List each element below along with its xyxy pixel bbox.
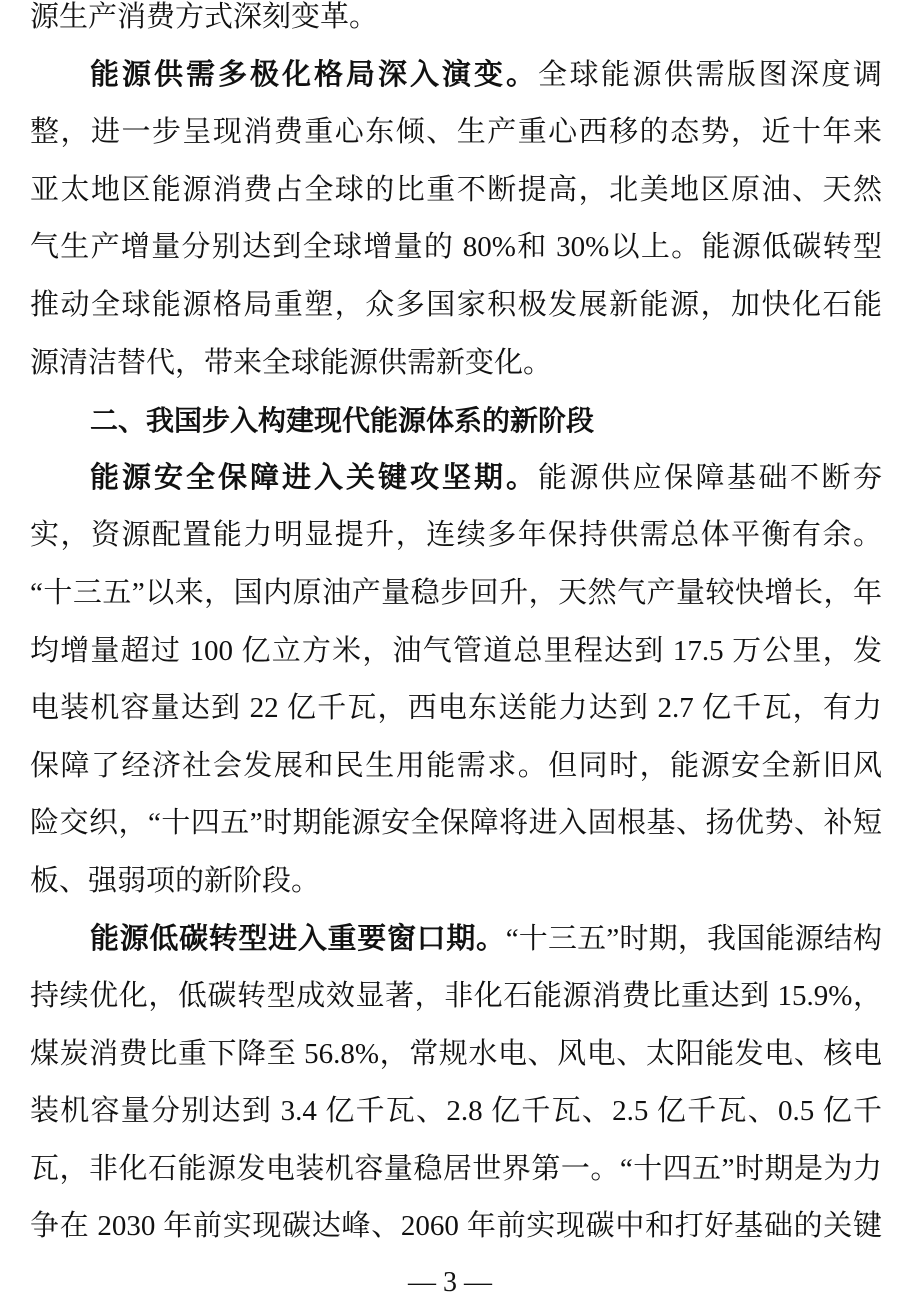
text-line: 瓦，非化石能源发电装机容量稳居世界第一。“十四五”时期是为力 (30, 1152, 882, 1185)
text-span: 能源供应保障基础不断夯 (537, 461, 882, 494)
text-line: 亚太地区能源消费占全球的比重不断提高，北美地区原油、天然 (30, 173, 882, 206)
text-line: 保障了经济社会发展和民生用能需求。但同时，能源安全新旧风 (30, 749, 882, 782)
text-span: “十三五”时期，我国能源结构 (505, 922, 882, 955)
text-line: “十三五”以来，国内原油产量稳步回升，天然气产量较快增长，年 (30, 576, 882, 609)
text-line: 持续优化，低碳转型成效显著，非化石能源消费比重达到 15.9%， (30, 980, 882, 1013)
paragraph-first-line (30, 911, 882, 969)
paragraph-lead: 能源低碳转型进入重要窗口期。 (90, 922, 506, 955)
text-line: 煤炭消费比重下降至 56.8%，常规水电、风电、太阳能发电、核电 (30, 1037, 882, 1070)
page-number: — 3 — (408, 1267, 492, 1298)
text-line: 推动全球能源格局重塑，众多国家积极发展新能源，加快化石能 (30, 288, 882, 321)
paragraph-lead: 能源安全保障进入关键攻坚期。 (90, 461, 538, 494)
text-line: 险交织，“十四五”时期能源安全保障将进入固根基、扬优势、补短 (30, 807, 882, 840)
paragraph-first-line (30, 450, 882, 508)
text-line: 板、强弱项的新阶段。 (30, 864, 321, 897)
text-line: 电装机容量达到 22 亿千瓦，西电东送能力达到 2.7 亿千瓦，有力 (30, 692, 882, 725)
text-line: 装机容量分别达到 3.4 亿千瓦、2.8 亿千瓦、2.5 亿千瓦、0.5 亿千 (30, 1095, 882, 1128)
paragraph-first-line (30, 47, 882, 105)
text-line: 整，进一步呈现消费重心东倾、生产重心西移的态势，近十年来 (30, 116, 882, 149)
text-line: 气生产增量分别达到全球增量的 80%和 30%以上。能源低碳转型 (30, 231, 882, 264)
text-line: 源清洁替代，带来全球能源供需新变化。 (30, 346, 553, 379)
text-line: 争在 2030 年前实现碳达峰、2060 年前实现碳中和打好基础的关键 (30, 1210, 882, 1243)
text-line: 源生产消费方式深刻变革。 (30, 1, 379, 33)
section-heading: 二、我国步入构建现代能源体系的新阶段 (90, 404, 595, 438)
text-span: 全球能源供需版图深度调 (537, 58, 882, 91)
document-page (30, 0, 882, 1256)
text-line: 实，资源配置能力明显提升，连续多年保持供需总体平衡有余。 (30, 519, 882, 552)
text-line: 均增量超过 100 亿立方米，油气管道总里程达到 17.5 万公里，发 (30, 634, 882, 667)
paragraph-lead: 能源供需多极化格局深入演变。 (90, 58, 538, 91)
